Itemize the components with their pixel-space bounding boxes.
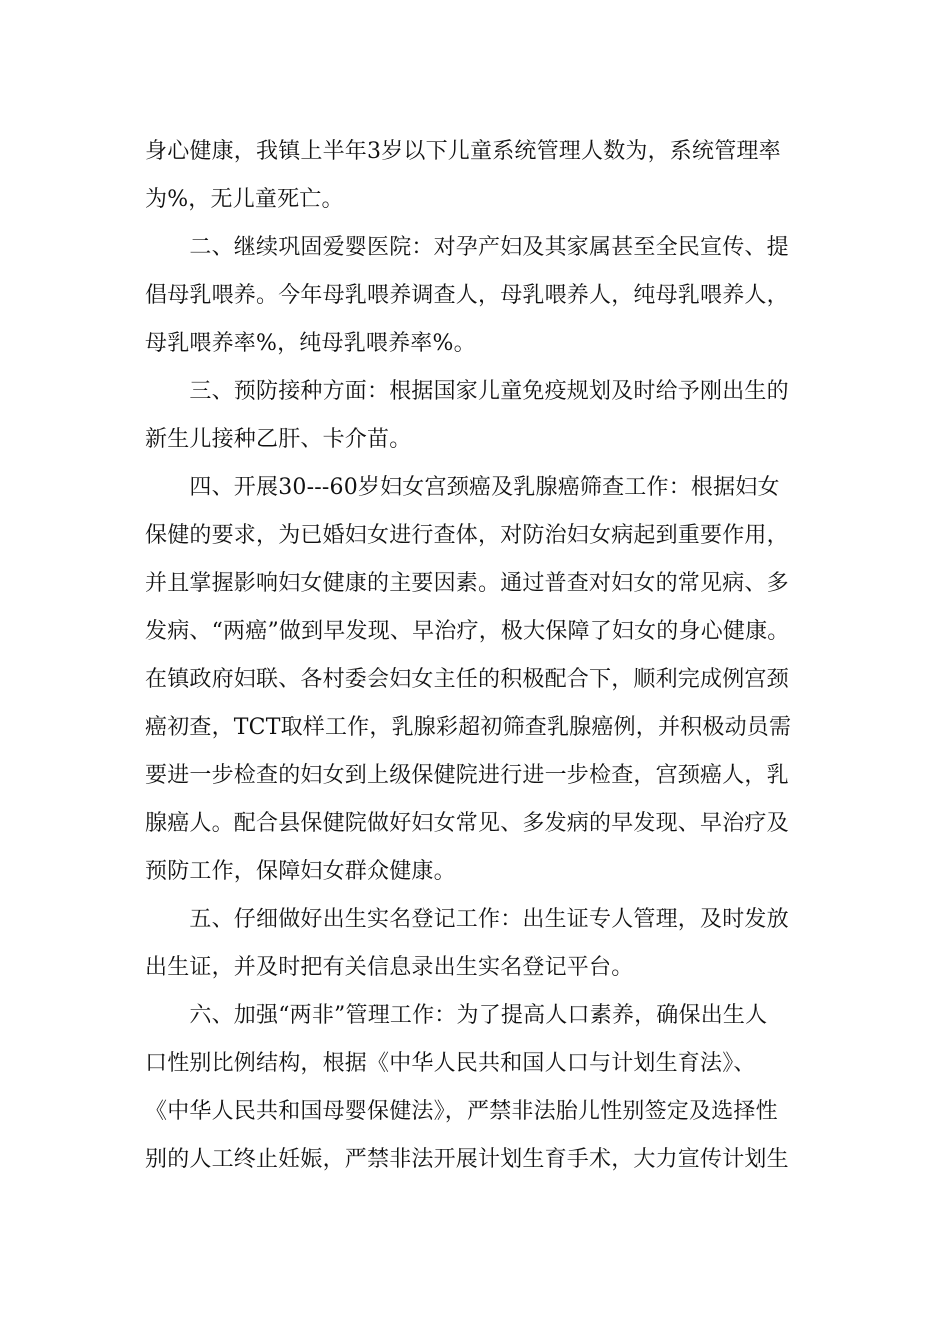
text-line: 在镇政府妇联、各村委会妇女主任的积极配合下，顺利完成例宫颈: [145, 667, 789, 692]
text-line: 出生证，并及时把有关信息录出生实名登记平台。: [145, 955, 634, 980]
text-line: 倡母乳喂养。今年母乳喂养调查人，母乳喂养人，纯母乳喂养人，: [145, 283, 789, 308]
text-line: 为%，无儿童死亡。: [145, 187, 344, 212]
text-line: 并且掌握影响妇女健康的主要因素。通过普查对妇女的常见病、多: [145, 571, 789, 596]
text-line: 《中华人民共和国母婴保健法》，严禁非法胎儿性别签定及选择性: [145, 1099, 778, 1124]
text-line: 癌初查，TCT取样工作，乳腺彩超初筛查乳腺癌例，并积极动员需: [145, 715, 792, 740]
document-body: [145, 128, 815, 1184]
text-line: 三、预防接种方面：根据国家儿童免疫规划及时给予刚出生的: [145, 379, 789, 404]
text-line: 五、仔细做好出生实名登记工作：出生证专人管理，及时发放: [145, 907, 789, 932]
text-line: 四、开展30---60岁妇女宫颈癌及乳腺癌筛查工作：根据妇女: [145, 475, 780, 500]
text-line: 腺癌人。配合县保健院做好妇女常见、多发病的早发现、早治疗及: [145, 811, 789, 836]
text-line: 发病、“两癌”做到早发现、早治疗，极大保障了妇女的身心健康。: [145, 619, 790, 644]
text-line: 保健的要求，为已婚妇女进行查体，对防治妇女病起到重要作用，: [145, 523, 789, 548]
text-line: 口性别比例结构，根据《中华人民共和国人口与计划生育法》、: [145, 1051, 756, 1076]
text-line: 预防工作，保障妇女群众健康。: [145, 859, 456, 884]
text-line: 二、继续巩固爱婴医院：对孕产妇及其家属甚至全民宣传、提: [145, 235, 789, 260]
text-line: 身心健康，我镇上半年3岁以下儿童系统管理人数为，系统管理率: [145, 139, 781, 164]
text-line: 要进一步检查的妇女到上级保健院进行进一步检查，宫颈癌人，乳: [145, 763, 789, 788]
text-line: 别的人工终止妊娠，严禁非法开展计划生育手术，大力宣传计划生: [145, 1147, 789, 1172]
text-line: 六、加强“两非”管理工作：为了提高人口素养，确保出生人: [145, 1003, 768, 1028]
text-line: 母乳喂养率%，纯母乳喂养率%。: [145, 331, 476, 356]
text-line: 新生儿接种乙肝、卡介苗。: [145, 427, 412, 452]
